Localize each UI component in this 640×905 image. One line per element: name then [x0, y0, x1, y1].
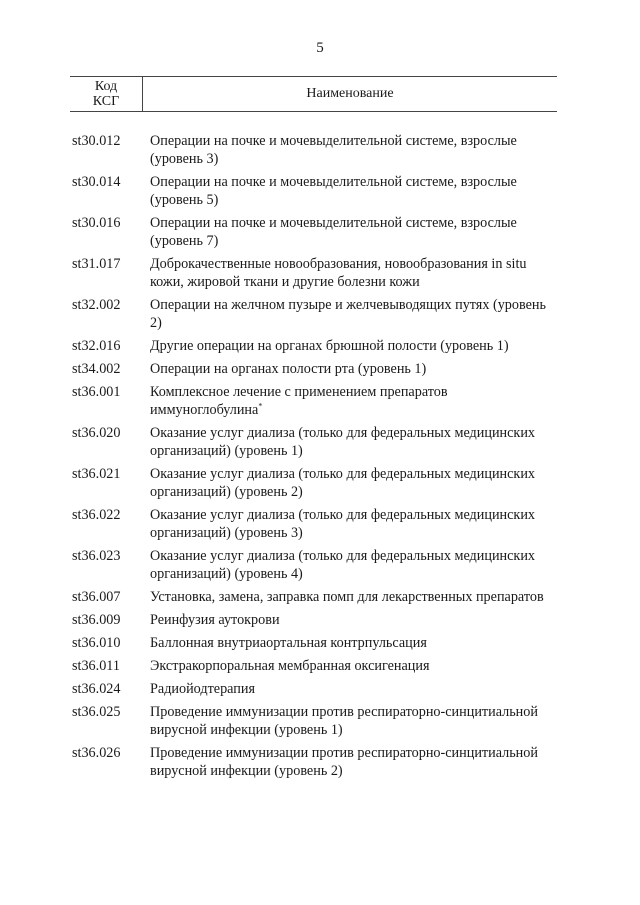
table-row	[70, 744, 557, 780]
ksg-code: st36.007	[72, 589, 121, 605]
header-code-line1: Код	[94, 79, 118, 94]
table-row	[70, 547, 557, 583]
table-header	[70, 76, 557, 112]
ksg-code: st34.002	[72, 361, 121, 377]
ksg-name: Операции на желчном пузыре и желчевыводящих путях (уровень 2)	[150, 297, 546, 331]
ksg-name: Другие операции на органах брюшной полости (уровень 1)	[150, 338, 509, 354]
ksg-name-cell	[150, 214, 557, 250]
ksg-code: st36.024	[72, 681, 121, 697]
ksg-code: st36.022	[72, 507, 121, 523]
ksg-name: Операции на почке и мочевыделительной системе, взрослые (уровень 5)	[150, 174, 517, 208]
ksg-name-cell	[150, 173, 557, 209]
ksg-name-cell	[150, 611, 557, 629]
table-row	[70, 680, 557, 698]
ksg-code: st32.016	[72, 338, 121, 354]
ksg-table	[70, 76, 557, 785]
table-row	[70, 255, 557, 291]
ksg-code: st36.011	[72, 658, 120, 674]
header-code-line2: КСГ	[92, 94, 120, 109]
table-row	[70, 657, 557, 675]
ksg-code: st30.016	[72, 215, 121, 231]
ksg-name: Радиойодтерапия	[150, 681, 255, 697]
ksg-name: Операции на почке и мочевыделительной системе, взрослые (уровень 3)	[150, 133, 517, 167]
ksg-name-cell	[150, 424, 557, 460]
ksg-name: Операции на органах полости рта (уровень 1)	[150, 361, 427, 377]
table-row	[70, 173, 557, 209]
ksg-name: Оказание услуг диализа (только для федеральных медицинских организаций) (уровень 3)	[150, 507, 536, 541]
ksg-name: Реинфузия аутокрови	[150, 612, 280, 628]
footnote-mark: *	[258, 401, 263, 411]
ksg-name: Проведение иммунизации против респираторно-синцитиальной вирусной инфекции (уровень 2)	[150, 745, 538, 779]
ksg-code: st36.009	[72, 612, 121, 628]
ksg-code: st30.014	[72, 174, 121, 190]
ksg-name: Установка, замена, заправка помп для лекарственных препаратов	[150, 589, 544, 605]
ksg-code: st36.010	[72, 635, 121, 651]
ksg-code: st36.001	[72, 384, 121, 400]
ksg-code: st36.025	[72, 704, 121, 720]
page-number: 5	[316, 40, 324, 56]
ksg-code: st31.017	[72, 256, 121, 272]
ksg-name: Баллонная внутриаортальная контрпульсация	[150, 635, 427, 651]
ksg-code: st36.020	[72, 425, 121, 441]
ksg-name-cell	[150, 547, 557, 583]
ksg-name-cell	[150, 703, 557, 739]
header-name-cell: Наименование	[306, 86, 394, 101]
ksg-name: Экстракорпоральная мембранная оксигенация	[150, 658, 430, 674]
header-code-cell	[70, 77, 143, 111]
table-row	[70, 634, 557, 652]
ksg-name-cell	[150, 255, 557, 291]
ksg-code: st30.012	[72, 133, 121, 149]
ksg-name-cell	[150, 132, 557, 168]
table-row	[70, 214, 557, 250]
table-row	[70, 703, 557, 739]
table-row	[70, 337, 557, 355]
ksg-code: st36.023	[72, 548, 121, 564]
table-row	[70, 296, 557, 332]
ksg-name-cell	[150, 657, 557, 675]
ksg-name: Проведение иммунизации против респираторно-синцитиальной вирусной инфекции (уровень 1)	[150, 704, 538, 738]
ksg-name-cell	[150, 383, 557, 419]
table-row	[70, 611, 557, 629]
table-row	[70, 132, 557, 168]
table-row	[70, 424, 557, 460]
ksg-name: Комплексное лечение с применением препаратов иммуноглобулина	[150, 384, 448, 418]
ksg-name-cell	[150, 465, 557, 501]
ksg-name-cell	[150, 506, 557, 542]
ksg-name: Оказание услуг диализа (только для федеральных медицинских организаций) (уровень 4)	[150, 548, 536, 582]
ksg-name-cell	[150, 296, 557, 332]
ksg-name: Оказание услуг диализа (только для федеральных медицинских организаций) (уровень 2)	[150, 466, 536, 500]
ksg-name-cell	[150, 588, 557, 606]
table-body	[70, 132, 557, 780]
table-row	[70, 465, 557, 501]
table-row	[70, 383, 557, 419]
table-row	[70, 506, 557, 542]
ksg-name-cell	[150, 634, 557, 652]
table-row	[70, 588, 557, 606]
ksg-name-cell	[150, 337, 557, 355]
ksg-name-cell	[150, 680, 557, 698]
ksg-name: Оказание услуг диализа (только для федеральных медицинских организаций) (уровень 1)	[150, 425, 536, 459]
ksg-name: Операции на почке и мочевыделительной системе, взрослые (уровень 7)	[150, 215, 517, 249]
ksg-name: Доброкачественные новообразования, новообразования in situ кожи, жировой ткани и другие болезни кожи	[150, 256, 527, 290]
ksg-code: st36.026	[72, 745, 121, 761]
ksg-code: st36.021	[72, 466, 121, 482]
ksg-name-cell	[150, 360, 557, 378]
table-row	[70, 360, 557, 378]
ksg-code: st32.002	[72, 297, 121, 313]
ksg-name-cell	[150, 744, 557, 780]
